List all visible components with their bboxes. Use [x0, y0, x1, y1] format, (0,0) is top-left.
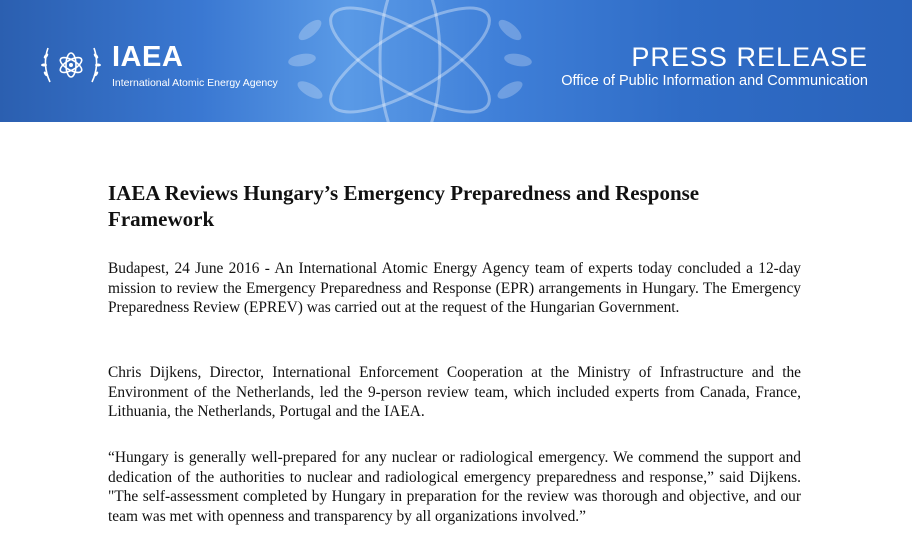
wreath-emblem-icon [280, 0, 540, 122]
article-headline: IAEA Reviews Hungary’s Emergency Preparedness and Response Framework [108, 181, 700, 231]
iaea-logo-icon [40, 38, 102, 92]
press-release-title: PRESS RELEASE [631, 42, 868, 72]
paragraph-2: Chris Dijkens, Director, International Enforcement Cooperation at the Ministry of Infrastructure and the Environment of the Netherlands, led the 9-person review team, which included experts from Canada, France, Lithuania, the Netherlands, Portugal and the IAEA. [108, 364, 801, 420]
header-banner [0, 0, 912, 122]
logo-subtitle: International Atomic Energy Agency [112, 77, 278, 89]
office-subtitle: Office of Public Information and Communication [561, 73, 868, 89]
paragraph-1-text: An International Atomic Energy Agency team of experts today concluded a 12-day mission to review the Emergency Preparedness and Response (EPR) arrangements in Hungary. The Emergency Preparedness Review (EPREV) was carried out at the request of the Hungarian Government. [108, 260, 802, 316]
logo-wordmark: IAEA [112, 41, 184, 73]
dateline: Budapest, 24 June 2016 - [108, 260, 270, 277]
paragraph-1 [108, 259, 801, 318]
paragraph-3: “Hungary is generally well-prepared for any nuclear or radiological emergency. We commend the support and dedication of the authorities to nuclear and radiological emergency preparedness and response,” said Dijkens. "The self-assessment completed by Hungary in preparation for the review was thorough and objective, and our team was met with openness and transparency by all organizations involved.” [108, 449, 801, 525]
